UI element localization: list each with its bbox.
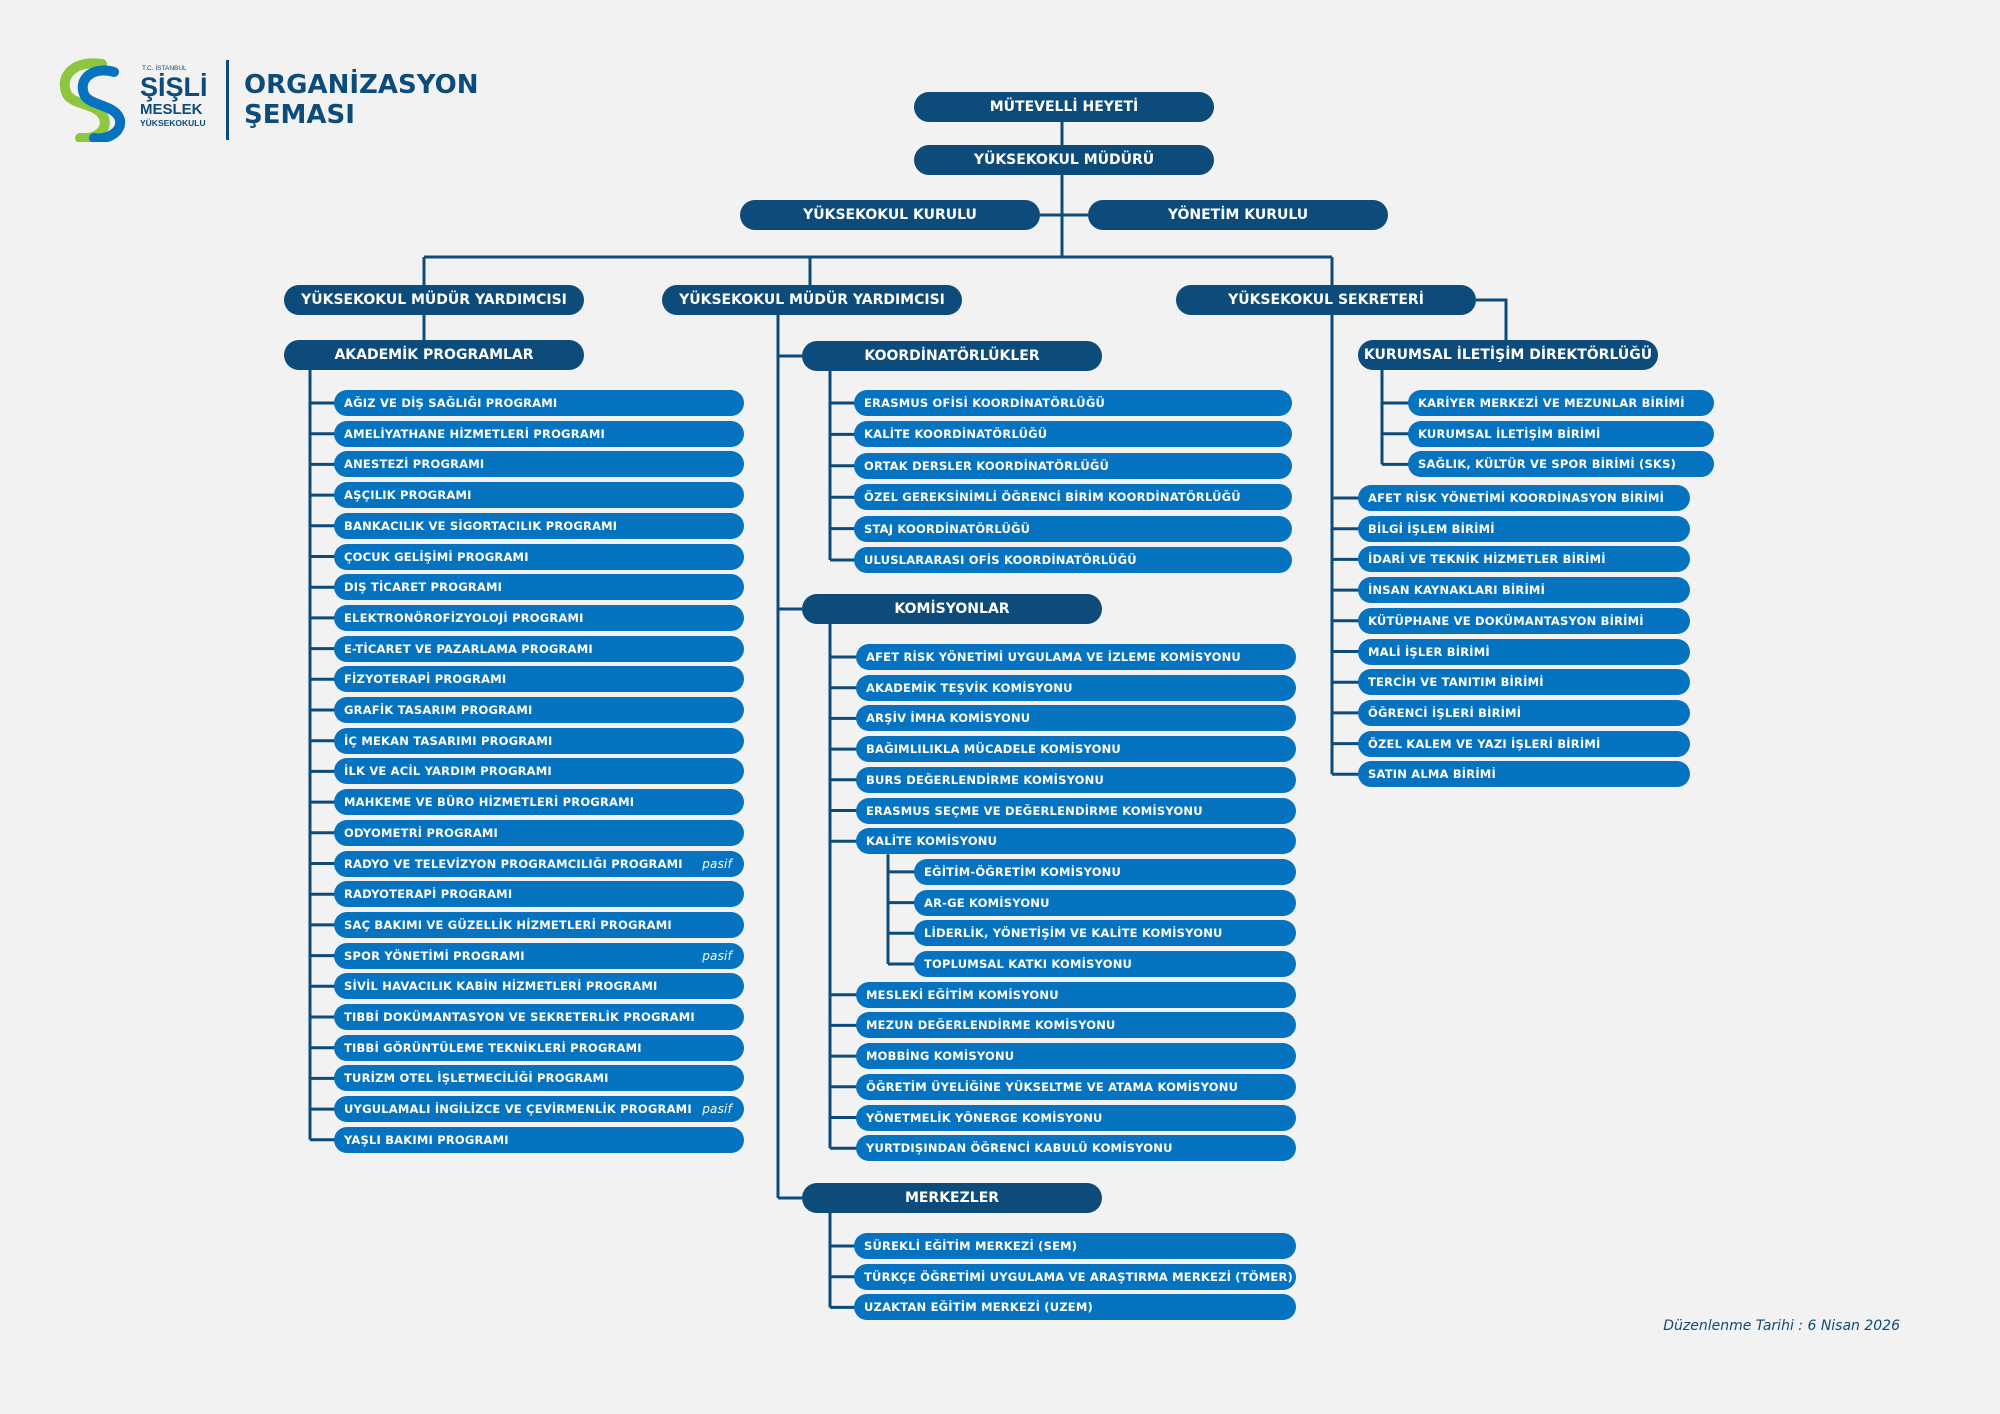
program-i-c-mekan-tasarimi-programi-label: İÇ MEKAN TASARIMI PROGRAMI — [344, 733, 553, 748]
unit-terci-h-ve-tanitim-bi-ri-mi — [1358, 669, 1690, 695]
program-sac-bakimi-ve-gu-zelli-k-hi-zmetleri-pro-label: SAÇ BAKIMI VE GÜZELLİK HİZMETLERİ PROGRAMI — [344, 917, 672, 932]
coord-uluslararasi-ofi-s-koordi-nato-rlu-g-u-label: ULUSLARARASI OFİS KOORDİNATÖRLÜĞÜ — [864, 553, 1137, 567]
program-dis-ti-caret-programi-label: DIŞ TİCARET PROGRAMI — [344, 580, 503, 595]
program-tibbi-go-ru-ntu-leme-tekni-kleri-program-label: TIBBİ GÖRÜNTÜLEME TEKNİKLERİ PROGRAMI — [344, 1040, 642, 1055]
logo-name-text: ŞİŞLİ — [140, 72, 208, 102]
unit-mali-i-s-ler-bi-ri-mi — [1358, 639, 1690, 665]
unit-afet-ri-sk-yo-neti-mi-koordi-nasyon-bi-r — [1358, 485, 1690, 511]
commission-akademi-k-tes-vi-k-komi-syonu — [856, 675, 1296, 701]
unit-ku-tu-phane-ve-doku-mantasyon-bi-ri-mi-label: KÜTÜPHANE VE DOKÜMANTASYON BİRİMİ — [1368, 613, 1644, 628]
commission-kali-te-komi-syonu — [856, 828, 1296, 854]
coordinators-box-label: KOORDİNATÖRLÜKLER — [864, 348, 1040, 364]
program-odyometri-programi — [334, 820, 744, 846]
academic-programs-box-label: AKADEMİK PROGRAMLAR — [334, 347, 534, 363]
corp-unit-kari-yer-merkezi-ve-mezunlar-bi-ri-mi-label: KARİYER MERKEZİ VE MEZUNLAR BİRİMİ — [1418, 396, 1685, 410]
unit-satin-alma-bi-ri-mi-label: SATIN ALMA BİRİMİ — [1368, 767, 1496, 782]
program-spor-yo-neti-mi-programi — [334, 943, 744, 969]
program-elektrono-rofi-zyoloji-programi — [334, 605, 744, 631]
logo-swirl-icon — [65, 63, 120, 138]
commission-kali-te-komi-syonu-label: KALİTE KOMİSYONU — [866, 834, 998, 849]
program-si-vi-l-havacilik-kabi-n-hi-zmetleri-pro — [334, 973, 744, 999]
program-ag-iz-ve-di-s-sag-lig-i-programi-label: AĞIZ VE DİŞ SAĞLIĞI PROGRAMI — [344, 396, 558, 410]
commission-yo-netmeli-k-yo-nerge-komi-syonu — [856, 1105, 1296, 1131]
unit-afet-ri-sk-yo-neti-mi-koordi-nasyon-bi-r-label: AFET RİSK YÖNETİMİ KOORDİNASYON BİRİMİ — [1368, 491, 1665, 505]
program-tibbi-doku-mantasyon-ve-sekreterli-k-pro — [334, 1004, 744, 1030]
quality-sub-ar-ge-komi-syonu — [914, 890, 1296, 916]
corporate-comm-box-label: KURUMSAL İLETİŞİM DİREKTÖRLÜĞÜ — [1363, 347, 1653, 363]
commission-afet-ri-sk-yo-neti-mi-uygulama-ve-i-zlem — [856, 644, 1296, 670]
program-fi-zyoterapi-programi-label: FİZYOTERAPİ PROGRAMI — [344, 672, 507, 687]
unit-o-g-renci-i-s-leri-bi-ri-mi-label: ÖĞRENCİ İŞLERİ BİRİMİ — [1368, 705, 1522, 720]
commission-mezun-deg-erlendi-rme-komi-syonu — [856, 1012, 1296, 1038]
page-title-line2: ŞEMASI — [244, 100, 355, 130]
page-title-line1: ORGANİZASYON — [244, 70, 479, 100]
program-c-ocuk-geli-s-i-mi-programi-label: ÇOCUK GELİŞİMİ PROGRAMI — [344, 549, 529, 564]
program-ameli-yathane-hi-zmetleri-programi-label: AMELİYATHANE HİZMETLERİ PROGRAMI — [344, 426, 605, 441]
secretary-box-label: YÜKSEKOKUL SEKRETERİ — [1228, 292, 1424, 308]
academic-programs-box — [284, 340, 584, 370]
commission-mobbi-ng-komi-syonu — [856, 1043, 1296, 1069]
unit-mali-i-s-ler-bi-ri-mi-label: MALİ İŞLER BİRİMİ — [1368, 644, 1490, 659]
coordinators-box — [802, 341, 1102, 371]
program-si-vi-l-havacilik-kabi-n-hi-zmetleri-pro-label: SİVİL HAVACILIK KABİN HİZMETLERİ PROGRAMI — [344, 979, 658, 994]
logo-line3-text: YÜKSEKOKULU — [140, 118, 206, 128]
program-grafi-k-tasarim-programi — [334, 697, 744, 723]
program-dis-ti-caret-programi — [334, 574, 744, 600]
coord-ortak-dersler-koordi-nato-rlu-g-u-label: ORTAK DERSLER KOORDİNATÖRLÜĞÜ — [864, 458, 1110, 473]
unit-i-nsan-kaynaklari-bi-ri-mi — [1358, 577, 1690, 603]
coord-ortak-dersler-koordi-nato-rlu-g-u — [854, 453, 1292, 479]
commission-erasmus-sec-me-ve-deg-erlendi-rme-komi-s-label: ERASMUS SEÇME VE DEĞERLENDİRME KOMİSYONU — [866, 803, 1203, 818]
program-ameli-yathane-hi-zmetleri-programi — [334, 421, 744, 447]
program-anestezi-programi-label: ANESTEZİ PROGRAMI — [344, 457, 485, 472]
commission-yurtdis-indan-o-g-renci-kabulu-komi-syon — [856, 1135, 1296, 1161]
status-tag: pasif — [702, 948, 732, 963]
commission-akademi-k-tes-vi-k-komi-syonu-label: AKADEMİK TEŞVİK KOMİSYONU — [866, 680, 1073, 695]
commission-ars-i-v-i-mha-komi-syonu — [856, 705, 1296, 731]
quality-sub-eg-i-ti-m-o-g-reti-m-komi-syonu — [914, 859, 1296, 885]
center-su-rekli-eg-i-ti-m-merkezi-sem — [854, 1233, 1296, 1259]
program-as-c-ilik-programi-label: AŞÇILIK PROGRAMI — [344, 488, 472, 503]
coord-o-zel-gereksi-ni-mli-o-g-renci-bi-ri-m-k-label: ÖZEL GEREKSİNİMLİ ÖĞRENCİ BİRİM KOORDİNATÖRLÜĞÜ — [864, 490, 1241, 505]
center-uzaktan-eg-i-ti-m-merkezi-uzem — [854, 1294, 1296, 1320]
connector-line — [1476, 300, 1506, 340]
commissions-box — [802, 594, 1102, 624]
center-tu-rkc-e-o-g-reti-mi-uygulama-ve-aras-ti — [854, 1264, 1296, 1290]
quality-sub-ar-ge-komi-syonu-label: AR-GE KOMİSYONU — [924, 895, 1050, 910]
program-turi-zm-otel-i-s-letmeci-li-g-i-programi — [334, 1065, 744, 1091]
program-radyoterapi-programi — [334, 881, 744, 907]
program-spor-yo-neti-mi-programi-label: SPOR YÖNETİMİ PROGRAMI — [344, 948, 525, 963]
vice-director-left-box-label: YÜKSEKOKUL MÜDÜR YARDIMCISI — [301, 292, 567, 308]
program-sac-bakimi-ve-gu-zelli-k-hi-zmetleri-pro — [334, 912, 744, 938]
commission-o-g-reti-m-u-yeli-g-i-ne-yu-kseltme-ve-a — [856, 1074, 1296, 1100]
vice-director-middle-box — [662, 285, 962, 315]
commission-bag-imlilikla-mu-cadele-komi-syonu-label: BAĞIMLILIKLA MÜCADELE KOMİSYONU — [866, 742, 1121, 757]
program-radyoterapi-programi-label: RADYOTERAPİ PROGRAMI — [344, 887, 513, 902]
executive-board-box-label: YÖNETİM KURULU — [1167, 207, 1309, 223]
unit-i-dari-ve-tekni-k-hi-zmetler-bi-ri-mi-label: İDARİ VE TEKNİK HİZMETLER BİRİMİ — [1368, 552, 1606, 567]
logo-line2-text: MESLEK — [140, 101, 203, 118]
executive-board-box — [1088, 200, 1388, 230]
commission-erasmus-sec-me-ve-deg-erlendi-rme-komi-s — [856, 798, 1296, 824]
commission-mesleki-eg-i-ti-m-komi-syonu-label: MESLEKİ EĞİTİM KOMİSYONU — [866, 987, 1059, 1002]
program-mahkeme-ve-bu-ro-hi-zmetleri-programi-label: MAHKEME VE BÜRO HİZMETLERİ PROGRAMI — [344, 795, 635, 810]
program-yas-li-bakimi-programi — [334, 1127, 744, 1153]
center-tu-rkc-e-o-g-reti-mi-uygulama-ve-aras-ti-label: TÜRKÇE ÖĞRETİMİ UYGULAMA VE ARAŞTIRMA MERKEZİ (TÖMER) — [864, 1269, 1293, 1284]
unit-satin-alma-bi-ri-mi — [1358, 761, 1690, 787]
commission-mobbi-ng-komi-syonu-label: MOBBİNG KOMİSYONU — [866, 1049, 1015, 1064]
unit-bi-lgi-i-s-lem-bi-ri-mi-label: BİLGİ İŞLEM BİRİMİ — [1368, 521, 1495, 536]
program-bankacilik-ve-si-gortacilik-programi — [334, 513, 744, 539]
program-uygulamali-i-ngi-li-zce-ve-c-evi-rmenli- — [334, 1096, 744, 1122]
corp-unit-sag-lik-ku-ltu-r-ve-spor-bi-ri-mi-sks-label: SAĞLIK, KÜLTÜR VE SPOR BİRİMİ (SKS) — [1418, 457, 1677, 472]
corp-unit-kurumsal-i-leti-s-i-m-bi-ri-mi — [1408, 421, 1714, 447]
coord-o-zel-gereksi-ni-mli-o-g-renci-bi-ri-m-k — [854, 484, 1292, 510]
corp-unit-kurumsal-i-leti-s-i-m-bi-ri-mi-label: KURUMSAL İLETİŞİM BİRİMİ — [1418, 426, 1601, 441]
quality-sub-eg-i-ti-m-o-g-reti-m-komi-syonu-label: EĞİTİM-ÖĞRETİM KOMİSYONU — [924, 864, 1122, 879]
coord-erasmus-ofi-si-koordi-nato-rlu-g-u-label: ERASMUS OFİSİ KOORDİNATÖRLÜĞÜ — [864, 396, 1106, 410]
page-title — [244, 70, 478, 130]
program-tibbi-go-ru-ntu-leme-tekni-kleri-program — [334, 1035, 744, 1061]
coord-uluslararasi-ofi-s-koordi-nato-rlu-g-u — [854, 547, 1292, 573]
logo-tc-text: T.C. İSTANBUL — [142, 65, 187, 72]
quality-sub-li-derli-k-yo-neti-s-i-m-ve-kali-te-komi — [914, 920, 1296, 946]
director-box — [914, 145, 1214, 175]
program-e-ti-caret-ve-pazarlama-programi-label: E-TİCARET VE PAZARLAMA PROGRAMI — [344, 641, 593, 656]
program-radyo-ve-televi-zyon-programcilig-i-prog-label: RADYO VE TELEVİZYON PROGRAMCILIĞI PROGRAMI — [344, 856, 683, 871]
commission-o-g-reti-m-u-yeli-g-i-ne-yu-kseltme-ve-a-label: ÖĞRETİM ÜYELİĞİNE YÜKSELTME VE ATAMA KOMİSYONU — [866, 1079, 1239, 1094]
unit-ku-tu-phane-ve-doku-mantasyon-bi-ri-mi — [1358, 608, 1690, 634]
program-elektrono-rofi-zyoloji-programi-label: ELEKTRONÖROFİZYOLOJİ PROGRAMI — [344, 610, 584, 625]
commission-burs-deg-erlendi-rme-komi-syonu — [856, 767, 1296, 793]
commission-burs-deg-erlendi-rme-komi-syonu-label: BURS DEĞERLENDİRME KOMİSYONU — [866, 772, 1105, 787]
commission-mesleki-eg-i-ti-m-komi-syonu — [856, 982, 1296, 1008]
status-tag: pasif — [702, 1102, 732, 1117]
unit-i-dari-ve-tekni-k-hi-zmetler-bi-ri-mi — [1358, 546, 1690, 572]
program-e-ti-caret-ve-pazarlama-programi — [334, 636, 744, 662]
program-uygulamali-i-ngi-li-zce-ve-c-evi-rmenli--label: UYGULAMALI İNGİLİZCE VE ÇEVİRMENLİK PROGRAMI — [344, 1102, 692, 1117]
unit-terci-h-ve-tanitim-bi-ri-mi-label: TERCİH VE TANITIM BİRİMİ — [1368, 675, 1544, 690]
program-i-lk-ve-aci-l-yardim-programi — [334, 758, 744, 784]
quality-sub-li-derli-k-yo-neti-s-i-m-ve-kali-te-komi-label: LİDERLİK, YÖNETİŞİM VE KALİTE KOMİSYONU — [924, 926, 1223, 941]
corporate-comm-box — [1358, 340, 1658, 370]
program-anestezi-programi — [334, 451, 744, 477]
secretary-box — [1176, 285, 1476, 315]
program-radyo-ve-televi-zyon-programcilig-i-prog — [334, 851, 744, 877]
program-as-c-ilik-programi — [334, 482, 744, 508]
centers-box-label: MERKEZLER — [904, 1190, 1000, 1206]
revision-date: Düzenlenme Tarihi : 6 Nisan 2026 — [1663, 1318, 1900, 1334]
program-odyometri-programi-label: ODYOMETRİ PROGRAMI — [344, 825, 499, 840]
unit-o-zel-kalem-ve-yazi-i-s-leri-bi-ri-mi — [1358, 731, 1690, 757]
program-bankacilik-ve-si-gortacilik-programi-label: BANKACILIK VE SİGORTACILIK PROGRAMI — [344, 518, 618, 533]
school-logo — [58, 58, 238, 142]
commission-afet-ri-sk-yo-neti-mi-uygulama-ve-i-zlem-label: AFET RİSK YÖNETİMİ UYGULAMA VE İZLEME KOMİSYONU — [866, 650, 1241, 664]
coord-staj-koordi-nato-rlu-g-u-label: STAJ KOORDİNATÖRLÜĞÜ — [864, 521, 1031, 536]
coord-kali-te-koordi-nato-rlu-g-u — [854, 421, 1292, 447]
program-i-lk-ve-aci-l-yardim-programi-label: İLK VE ACİL YARDIM PROGRAMI — [344, 764, 552, 779]
program-c-ocuk-geli-s-i-mi-programi — [334, 544, 744, 570]
school-council-box-label: YÜKSEKOKUL KURULU — [803, 207, 977, 223]
board-of-trustees-box — [914, 92, 1214, 122]
program-ag-iz-ve-di-s-sag-lig-i-programi — [334, 390, 744, 416]
corp-unit-kari-yer-merkezi-ve-mezunlar-bi-ri-mi — [1408, 390, 1714, 416]
unit-o-g-renci-i-s-leri-bi-ri-mi — [1358, 700, 1690, 726]
board-of-trustees-box-label: MÜTEVELLİ HEYETİ — [989, 99, 1139, 115]
program-mahkeme-ve-bu-ro-hi-zmetleri-programi — [334, 789, 744, 815]
corp-unit-sag-lik-ku-ltu-r-ve-spor-bi-ri-mi-sks — [1408, 451, 1714, 477]
coord-kali-te-koordi-nato-rlu-g-u-label: KALİTE KOORDİNATÖRLÜĞÜ — [864, 427, 1048, 442]
quality-sub-toplumsal-katki-komi-syonu — [914, 951, 1296, 977]
program-grafi-k-tasarim-programi-label: GRAFİK TASARIM PROGRAMI — [344, 703, 533, 717]
centers-box — [802, 1183, 1102, 1213]
program-turi-zm-otel-i-s-letmeci-li-g-i-programi-label: TURİZM OTEL İŞLETMECİLİĞİ PROGRAMI — [344, 1071, 609, 1086]
program-yas-li-bakimi-programi-label: YAŞLI BAKIMI PROGRAMI — [344, 1132, 509, 1147]
center-su-rekli-eg-i-ti-m-merkezi-sem-label: SÜREKLİ EĞİTİM MERKEZİ (SEM) — [864, 1239, 1078, 1253]
unit-i-nsan-kaynaklari-bi-ri-mi-label: İNSAN KAYNAKLARI BİRİMİ — [1368, 583, 1546, 598]
commission-yurtdis-indan-o-g-renci-kabulu-komi-syon-label: YURTDIŞINDAN ÖĞRENCİ KABULÜ KOMİSYONU — [866, 1141, 1173, 1156]
program-tibbi-doku-mantasyon-ve-sekreterli-k-pro-label: TIBBİ DOKÜMANTASYON VE SEKRETERLİK PROGRAMI — [344, 1010, 695, 1024]
vice-director-left-box — [284, 285, 584, 315]
quality-sub-toplumsal-katki-komi-syonu-label: TOPLUMSAL KATKI KOMİSYONU — [924, 957, 1133, 971]
commission-mezun-deg-erlendi-rme-komi-syonu-label: MEZUN DEĞERLENDİRME KOMİSYONU — [866, 1018, 1116, 1033]
commission-bag-imlilikla-mu-cadele-komi-syonu — [856, 736, 1296, 762]
vice-director-middle-box-label: YÜKSEKOKUL MÜDÜR YARDIMCISI — [679, 292, 945, 308]
unit-bi-lgi-i-s-lem-bi-ri-mi — [1358, 516, 1690, 542]
status-tag: pasif — [702, 856, 732, 871]
logo-separator — [226, 60, 229, 140]
center-uzaktan-eg-i-ti-m-merkezi-uzem-label: UZAKTAN EĞİTİM MERKEZİ (UZEM) — [864, 1300, 1093, 1315]
commissions-box-label: KOMİSYONLAR — [894, 601, 1010, 617]
school-council-box — [740, 200, 1040, 230]
unit-o-zel-kalem-ve-yazi-i-s-leri-bi-ri-mi-label: ÖZEL KALEM VE YAZI İŞLERİ BİRİMİ — [1368, 736, 1601, 751]
program-i-c-mekan-tasarimi-programi — [334, 728, 744, 754]
commission-ars-i-v-i-mha-komi-syonu-label: ARŞİV İMHA KOMİSYONU — [866, 711, 1031, 726]
director-box-label: YÜKSEKOKUL MÜDÜRÜ — [973, 152, 1155, 168]
coord-staj-koordi-nato-rlu-g-u — [854, 516, 1292, 542]
commission-yo-netmeli-k-yo-nerge-komi-syonu-label: YÖNETMELİK YÖNERGE KOMİSYONU — [866, 1110, 1103, 1125]
coord-erasmus-ofi-si-koordi-nato-rlu-g-u — [854, 390, 1292, 416]
program-fi-zyoterapi-programi — [334, 666, 744, 692]
